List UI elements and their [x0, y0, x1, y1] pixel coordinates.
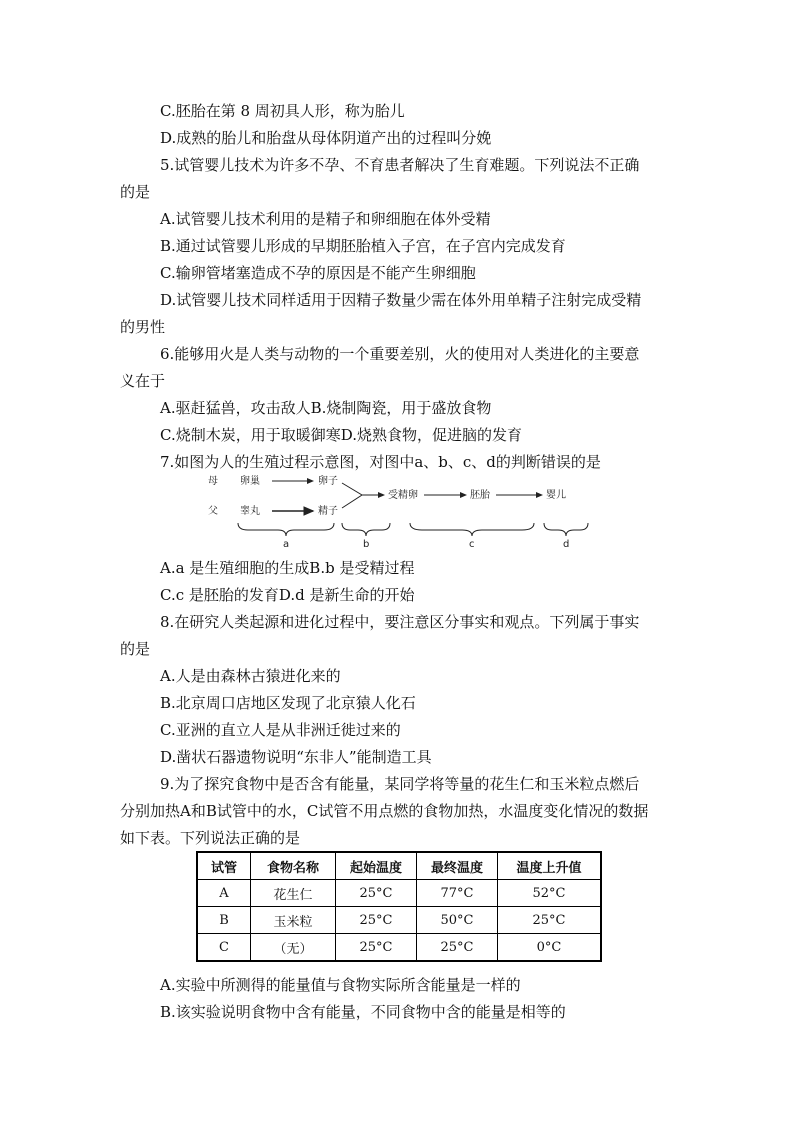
diagram-embryo-label: 胚胎 [470, 490, 490, 501]
brace-a [238, 523, 334, 536]
table-cell: 77°C [417, 880, 498, 907]
diagram-zygote-label: 受精卵 [388, 490, 418, 501]
q6-options-ab: A.驱赶猛兽，攻击敌人B.烧制陶瓷，用于盛放食物 [160, 399, 492, 417]
table-cell: C [197, 934, 251, 962]
table-header: 最终温度 [417, 852, 498, 880]
q6-stem-line-1: 6.能够用火是人类与动物的一个重要差别，火的使用对人类进化的主要意 [160, 345, 640, 363]
diagram-father-label: 父 [208, 506, 218, 517]
table-header: 试管 [197, 852, 251, 880]
q7-options-ab: A.a 是生殖细胞的生成B.b 是受精过程 [160, 559, 415, 577]
reproduction-process-diagram [200, 468, 600, 552]
diagram-testis-label: 睾丸 [240, 506, 260, 517]
q5-option-a: A.试管婴儿技术利用的是精子和卵细胞在体外受精 [160, 210, 491, 228]
q5-stem-line-2: 的是 [120, 183, 151, 201]
diagram-label-a: a [283, 539, 290, 550]
diagram-ovary-label: 卵巢 [240, 476, 260, 487]
fertilization-merge-lines [342, 483, 362, 508]
q9-stem-line-1: 9.为了探究食物中是否含有能量，某同学将等量的花生仁和玉米粒点燃后 [160, 775, 640, 793]
q7-options-cd: C.c 是胚胎的发育D.d 是新生命的开始 [160, 586, 415, 604]
table-cell: 25°C [417, 934, 498, 962]
table-cell: （无） [251, 934, 336, 962]
q8-stem-line-2: 的是 [120, 640, 151, 658]
q9-option-b: B.该实验说明食物中含有能量，不同食物中含的能量是相等的 [160, 1003, 566, 1021]
table-header: 温度上升值 [498, 852, 602, 880]
diagram-baby-label: 婴儿 [546, 490, 566, 501]
table-cell: 25°C [336, 907, 417, 934]
table-cell: 0°C [498, 934, 602, 962]
table-row [197, 880, 601, 907]
q9-stem-line-3: 如下表。下列说法正确的是 [120, 829, 301, 847]
q9-stem-line-2: 分别加热A和B试管中的水，C试管不用点燃的食物加热，水温度变化情况的数据 [120, 802, 649, 820]
q8-option-a: A.人是由森林古猿进化来的 [160, 667, 341, 685]
table-header: 食物名称 [251, 852, 336, 880]
q8-stem-line-1: 8.在研究人类起源和进化过程中，要注意区分事实和观点。下列属于事实 [160, 613, 640, 631]
temperature-data-table [196, 851, 602, 962]
table-row [197, 934, 601, 962]
table-cell: 50°C [417, 907, 498, 934]
q9-option-a: A.实验中所测得的能量值与食物实际所含能量是一样的 [160, 976, 521, 994]
q8-option-b: B.北京周口店地区发现了北京猿人化石 [160, 694, 416, 712]
diagram-egg-label: 卵子 [318, 476, 338, 487]
diagram-label-b: b [363, 539, 370, 550]
q6-stem-line-2: 义在于 [120, 372, 166, 390]
diagram-label-c: c [469, 539, 475, 550]
q4-option-d: D.成熟的胎儿和胎盘从母体阴道产出的过程叫分娩 [160, 129, 492, 147]
table-cell: 花生仁 [251, 880, 336, 907]
q5-stem-line-1: 5.试管婴儿技术为许多不孕、不育患者解决了生育难题。下列说法不正确 [160, 156, 640, 174]
q5-option-d-line-1: D.试管婴儿技术同样适用于因精子数量少需在体外用单精子注射完成受精 [160, 291, 642, 309]
diagram-label-d: d [563, 539, 570, 550]
brace-d [544, 523, 588, 536]
q5-option-d-line-2: 的男性 [120, 318, 166, 336]
q5-option-b: B.通过试管婴儿形成的早期胚胎植入子宫，在子宫内完成发育 [160, 237, 566, 255]
table-header-row [197, 852, 601, 880]
q5-option-c: C.输卵管堵塞造成不孕的原因是不能产生卵细胞 [160, 264, 476, 282]
q8-option-d: D.凿状石器遗物说明“东非人”能制造工具 [160, 748, 432, 766]
table-cell: 25°C [498, 907, 602, 934]
table-row [197, 907, 601, 934]
q7-stem: 7.如图为人的生殖过程示意图，对图中a、b、c、d的判断错误的是 [160, 453, 601, 471]
brace-c [410, 523, 534, 536]
diagram-sperm-label: 精子 [318, 506, 338, 517]
table-cell: 25°C [336, 880, 417, 907]
table-cell: 52°C [498, 880, 602, 907]
table-cell: B [197, 907, 251, 934]
q4-option-c: C.胚胎在第 8 周初具人形，称为胎儿 [160, 102, 405, 120]
q6-options-cd: C.烧制木炭，用于取暖御寒D.烧熟食物，促进脑的发育 [160, 426, 522, 444]
table-header: 起始温度 [336, 852, 417, 880]
table-cell: 25°C [336, 934, 417, 962]
table-cell: 玉米粒 [251, 907, 336, 934]
brace-b [342, 523, 390, 536]
q8-option-c: C.亚洲的直立人是从非洲迁徙过来的 [160, 721, 401, 739]
table-cell: A [197, 880, 251, 907]
diagram-mother-label: 母 [208, 476, 218, 487]
